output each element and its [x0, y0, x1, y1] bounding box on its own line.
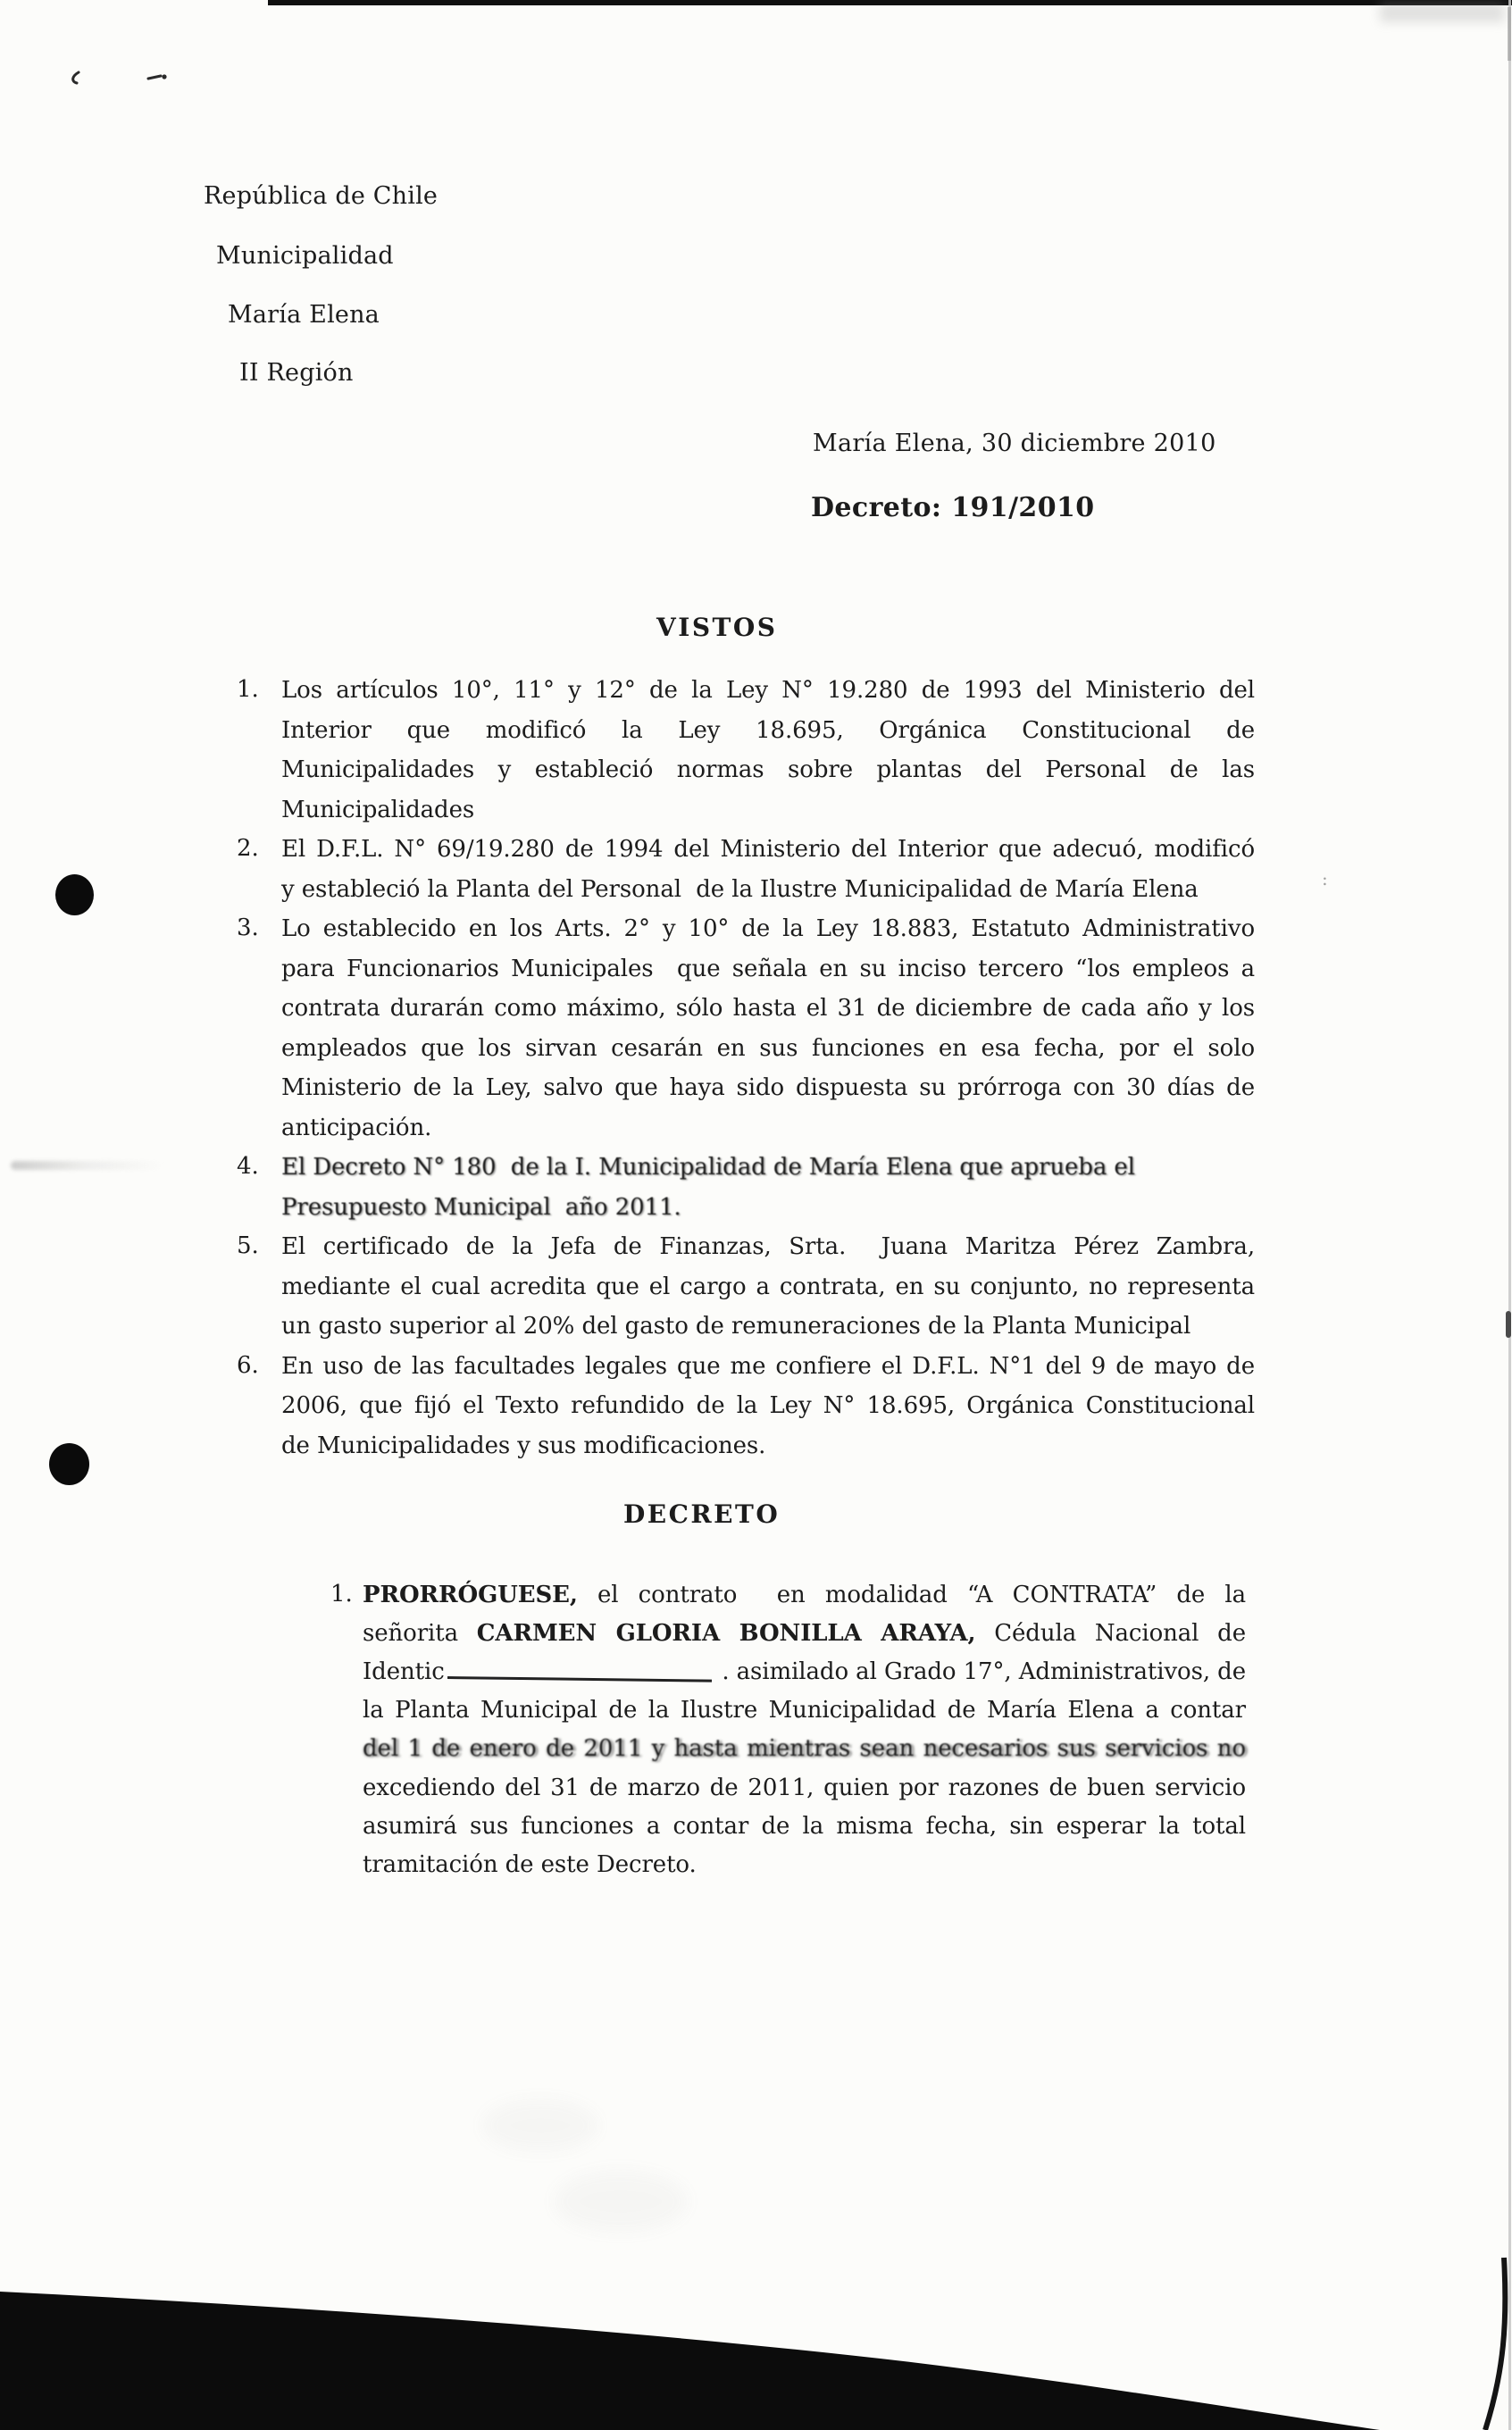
document-line: El certificado de la Jefa de Finanzas, Srta. Juana Maritza Pérez Zambra,	[281, 1233, 1255, 1260]
document-line: para Funcionarios Municipales que señala en su inciso tercero “los empleos a	[281, 956, 1255, 982]
list-item-number: 6.	[237, 1352, 259, 1379]
letterhead-line: Municipalidad	[216, 242, 394, 270]
document-line: mediante el cual acredita que el cargo a contrata, en su conjunto, no representa	[281, 1273, 1255, 1300]
decree-number-line: Decreto: 191/2010	[811, 492, 1095, 523]
document-line: de Municipalidades y sus modificaciones.	[281, 1432, 766, 1459]
margin-speck: :	[1322, 868, 1328, 889]
document-line: del 1 de enero de 2011 y hasta mientras sean necesarios sus servicios no	[363, 1735, 1246, 1762]
document-line: tramitación de este Decreto.	[363, 1851, 697, 1878]
document-line: Interior que modificó la Ley 18.695, Orgánica Constitucional de	[281, 717, 1255, 744]
document-line: anticipación.	[281, 1115, 432, 1141]
letterhead-line: República de Chile	[204, 182, 439, 210]
document-line	[363, 1619, 1246, 1649]
document-line: Lo establecido en los Arts. 2° y 10° de la Ley 18.883, Estatuto Administrativo	[281, 915, 1255, 942]
document-line: Presupuesto Municipal año 2011.	[281, 1194, 681, 1221]
scan-edge-top-fuzz	[1380, 3, 1505, 22]
document-line: empleados que los sirvan cesarán en sus funciones en esa fecha, por el solo	[281, 1035, 1255, 1062]
document-line: En uso de las facultades legales que me confiere el D.F.L. N°1 del 9 de mayo de	[281, 1353, 1255, 1380]
list-item-number: 2.	[237, 835, 259, 862]
ink-marks-icon	[66, 68, 173, 95]
list-item-number: 4.	[237, 1153, 259, 1180]
scan-edge-right-blob	[1506, 1311, 1511, 1338]
document-line: El D.F.L. N° 69/19.280 de 1994 del Ministerio del Interior que adecuó, modificó	[281, 836, 1255, 863]
document-line: excediendo del 31 de marzo de 2011, quien por razones de buen servicio	[363, 1774, 1246, 1801]
list-item-number: 5.	[237, 1232, 259, 1259]
document-line: y estableció la Planta del Personal de la Ilustre Municipalidad de María Elena	[281, 876, 1199, 903]
list-item-number: 1.	[330, 1581, 353, 1607]
scan-edge-right	[1508, 0, 1511, 2430]
scan-bottom-shadow	[0, 2143, 1512, 2430]
redaction-line	[447, 1674, 712, 1683]
letterhead-line: II Región	[239, 359, 354, 387]
document-line-redacted	[363, 1658, 1246, 1687]
body-text: señorita	[363, 1620, 477, 1647]
document-line: 2006, que fijó el Texto refundido de la Ley N° 18.695, Orgánica Constitucional	[281, 1392, 1255, 1419]
document-line: un gasto superior al 20% del gasto de remuneraciones de la Planta Municipal	[281, 1313, 1191, 1340]
body-text: el contrato en modalidad “A CONTRATA” de la	[577, 1582, 1246, 1608]
body-text: Cédula Nacional de	[975, 1620, 1246, 1647]
document-line: contrata durarán como máximo, sólo hasta el 31 de diciembre de cada año y los	[281, 995, 1255, 1022]
hole-punch-mark-bottom	[49, 1443, 89, 1485]
document-line: Municipalidades	[281, 797, 475, 823]
date-line: María Elena, 30 diciembre 2010	[813, 430, 1216, 457]
document-line: Ministerio de la Ley, salvo que haya sido dispuesta su prórroga con 30 días de	[281, 1074, 1255, 1101]
hole-punch-mark-top	[55, 874, 94, 915]
redaction-suffix-text: . asimilado al Grado 17°, Administrativos, de	[722, 1658, 1246, 1685]
redaction-prefix-text: Identic	[363, 1658, 445, 1685]
document-line: Los artículos 10°, 11° y 12° de la Ley N° 19.280 de 1993 del Ministerio del	[281, 677, 1255, 704]
emphasized-text: PRORRÓGUESE,	[363, 1582, 578, 1608]
margin-smudge	[11, 1161, 164, 1170]
document-line: asumirá sus funciones a contar de la misma fecha, sin esperar la total	[363, 1813, 1246, 1840]
scan-edge-right-top	[1508, 7, 1511, 61]
letterhead-line: María Elena	[228, 301, 380, 329]
vistos-title: VISTOS	[656, 613, 778, 642]
document-line: la Planta Municipal de la Ilustre Municipalidad de María Elena a contar	[363, 1697, 1246, 1724]
document-line: El Decreto N° 180 de la I. Municipalidad de María Elena que aprueba el	[281, 1154, 1135, 1181]
list-item-number: 1.	[237, 676, 259, 703]
document-line	[363, 1581, 1246, 1610]
scan-edge-top	[268, 0, 1512, 5]
document-line: Municipalidades y estableció normas sobre plantas del Personal de las	[281, 756, 1255, 783]
decreto-title: DECRETO	[623, 1499, 781, 1529]
list-item-number: 3.	[237, 914, 259, 941]
emphasized-text: CARMEN GLORIA BONILLA ARAYA,	[476, 1620, 976, 1647]
